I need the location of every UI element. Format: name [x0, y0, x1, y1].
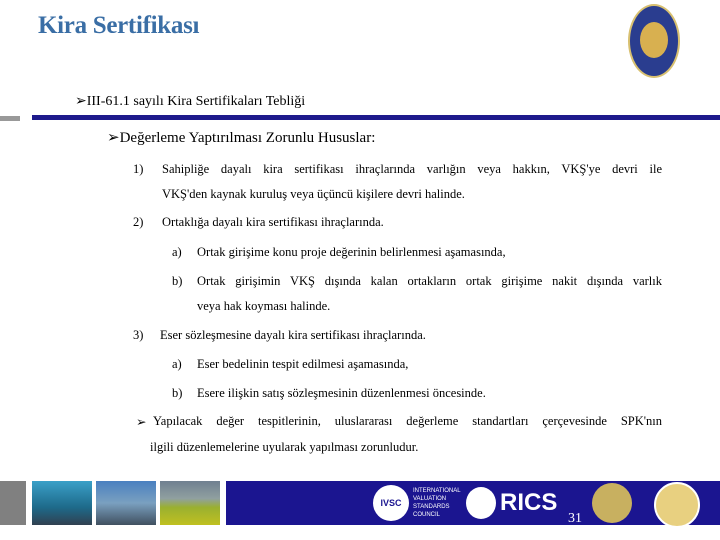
- skyscrapers-photo: [96, 481, 156, 525]
- note-text: ilgili düzenlemelerine uyularak yapılması zorunludur.: [150, 440, 419, 454]
- item-number: 1): [133, 162, 144, 176]
- footer-gray-block: [0, 481, 26, 525]
- university-seal-logo-footer: [654, 482, 700, 528]
- item-number: 2): [133, 215, 144, 229]
- ivsc-text: INTERNATIONAL VALUATION STANDARDS COUNCIL: [413, 488, 461, 518]
- heading-1-text: III-61.1 sayılı Kira Sertifikaları Tebliği: [86, 94, 306, 109]
- subitem-number: b): [172, 274, 183, 288]
- divider-blue: [32, 115, 720, 120]
- ivsc-label: IVSC: [380, 498, 402, 508]
- arrow-bullet-icon: ➢: [75, 94, 87, 109]
- field-landscape-photo: [160, 481, 220, 525]
- faculty-seal-logo: [592, 483, 632, 523]
- note-text: Yapılacak değer tespitlerinin, uluslararası değerleme standartları çerçevesinde SPK'nın: [153, 414, 662, 428]
- arrow-bullet-icon: ➢: [107, 130, 120, 146]
- page-number: 31: [568, 511, 582, 526]
- subitem-text: Ortak girişime konu proje değerinin belirlenmesi aşamasında,: [197, 245, 506, 259]
- item-text: Eser sözleşmesine dayalı kira sertifikası ihraçlarında.: [160, 328, 426, 342]
- subitem-number: a): [172, 357, 182, 371]
- arrow-bullet-icon: ➢: [136, 415, 147, 429]
- subitem-text: veya hak koyması halinde.: [197, 299, 331, 313]
- divider-gray: [0, 116, 20, 121]
- university-seal-logo: [628, 4, 680, 78]
- heading-2: [107, 128, 375, 147]
- heading-1: [75, 93, 305, 110]
- slide-title: Kira Sertifikası: [38, 12, 200, 39]
- heading-2-text: Değerleme Yaptırılması Zorunlu Hususlar:: [119, 130, 376, 146]
- item-text: Sahipliğe dayalı kira sertifikası ihraçlarında varlığın veya hakkın, VKŞ'ye devri ile: [162, 162, 662, 176]
- subitem-text: Esere ilişkin satış sözleşmesinin düzenlenmesi öncesinde.: [197, 386, 486, 400]
- footer-logo-band: [226, 481, 720, 525]
- rics-lion-icon: [466, 487, 496, 519]
- rics-logo: RICS: [500, 489, 558, 516]
- item-text: Ortaklığa dayalı kira sertifikası ihraçlarında.: [162, 215, 384, 229]
- subitem-number: a): [172, 245, 182, 259]
- ivsc-logo: [373, 485, 409, 521]
- note-bullet: [136, 414, 146, 430]
- subitem-number: b): [172, 386, 183, 400]
- item-number: 3): [133, 328, 144, 342]
- item-text: VKŞ'den kaynak kuruluş veya üçüncü kişilere devri halinde.: [162, 187, 465, 201]
- subitem-text: Ortak girişimin VKŞ dışında kalan ortakların ortak girişime nakit dışında varlık: [197, 274, 662, 288]
- city-skyline-photo: [32, 481, 92, 525]
- subitem-text: Eser bedelinin tespit edilmesi aşamasında,: [197, 357, 409, 371]
